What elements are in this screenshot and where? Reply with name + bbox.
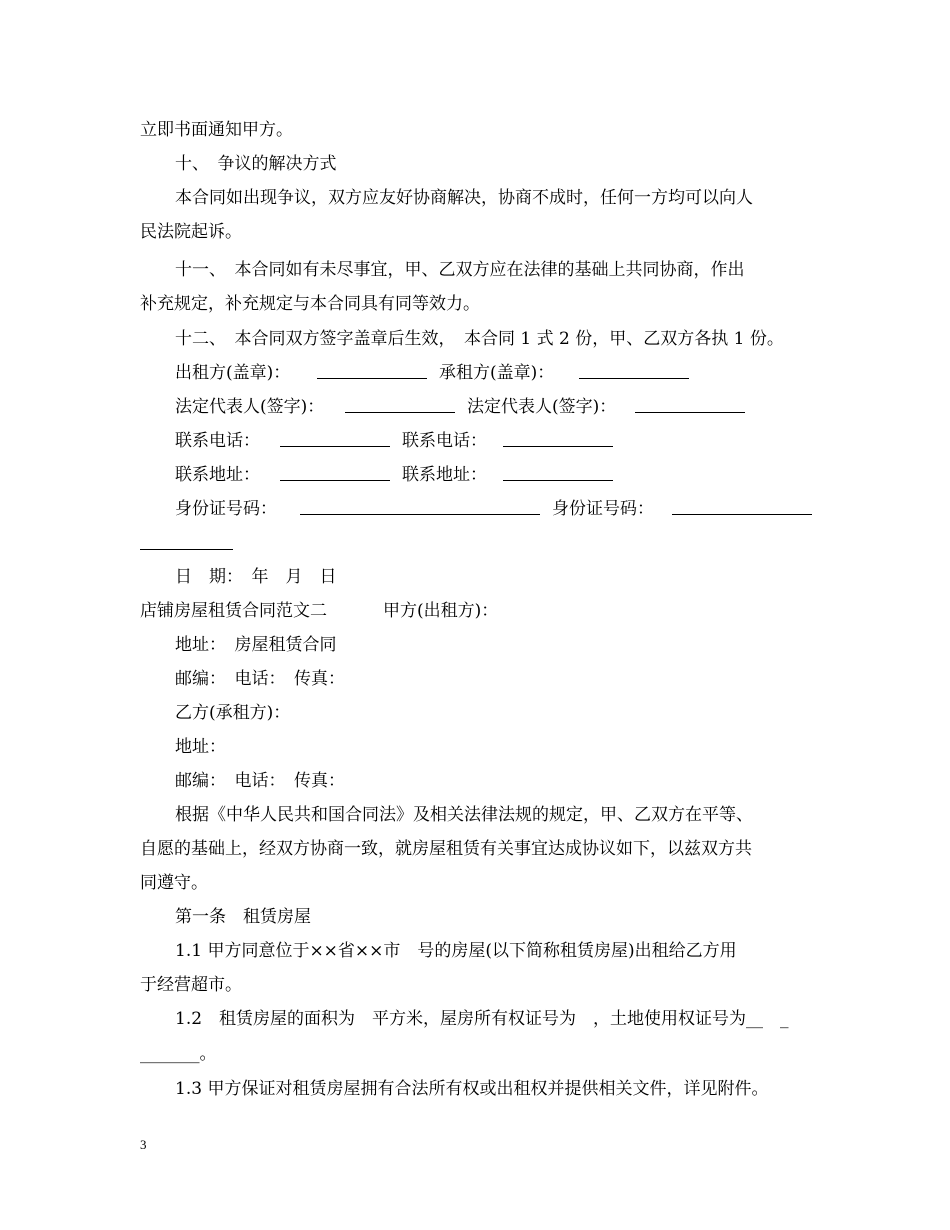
preamble-line: 根据《中华人民共和国合同法》及相关法律法规的规定，甲、乙双方在平等、 (175, 805, 753, 825)
lessor-seal-blank (317, 378, 427, 379)
text-line: 民法院起诉。 (140, 222, 242, 242)
rep-sign-blank (635, 412, 745, 413)
id-number-blank-continued (140, 549, 233, 550)
address-blank (280, 480, 390, 481)
address-label: 联系地址： (175, 465, 260, 485)
text-line: 立即书面通知甲方。 (140, 120, 293, 140)
id-number-label: 身份证号码： (175, 499, 277, 519)
preamble-line: 自愿的基础上，经双方协商一致，就房屋租赁有关事宜达成协议如下，以兹双方共 (140, 839, 752, 859)
preamble-line: 同遵守。 (140, 873, 208, 893)
party-b-contact: 邮编： 电话： 传真： (175, 771, 345, 791)
section-heading: 十、 争议的解决方式 (175, 154, 337, 174)
text-line: 十一、 本合同如有未尽事宜，甲、乙双方应在法律的基础上共同协商，作出 (175, 260, 745, 280)
phone-label: 联系电话： (175, 431, 260, 451)
clause-line: 于经营超市。 (140, 975, 242, 995)
page-number: 3 (140, 1137, 147, 1152)
second-contract-title: 店铺房屋租赁合同范文二 (140, 601, 327, 621)
clause-line: 1.2 租赁房屋的面积为 平方米，屋房所有权证号为 ，土地使用权证号为__ _ (175, 1009, 789, 1029)
id-number-blank (672, 514, 812, 515)
address-blank (503, 480, 613, 481)
party-a-label: 甲方(出租方)： (383, 601, 499, 621)
party-a-address: 地址： 房屋租赁合同 (175, 635, 337, 655)
text-line: 补充规定，补充规定与本合同具有同等效力。 (140, 294, 480, 314)
id-number-blank (300, 514, 540, 515)
article-heading: 第一条 租赁房屋 (175, 907, 311, 927)
phone-label: 联系电话： (402, 431, 487, 451)
address-label: 联系地址： (402, 465, 487, 485)
rep-sign-blank (345, 412, 455, 413)
phone-blank (503, 446, 613, 447)
lessee-seal-label: 承租方(盖章)： (439, 363, 555, 383)
clause-line: 1.3 甲方保证对租赁房屋拥有合法所有权或出租权并提供相关文件，详见附件。 (175, 1079, 769, 1099)
text-line: 本合同如出现争议，双方应友好协商解决，协商不成时，任何一方均可以向人 (175, 188, 753, 208)
clause-line: 1.1 甲方同意位于××省××市 号的房屋(以下简称租赁房屋)出租给乙方用 (175, 941, 737, 961)
rep-sign-label: 法定代表人(签字)： (467, 397, 617, 417)
id-number-label: 身份证号码： (552, 499, 654, 519)
lessee-seal-blank (579, 378, 689, 379)
phone-blank (280, 446, 390, 447)
rep-sign-label: 法定代表人(签字)： (175, 397, 325, 417)
lessor-seal-label: 出租方(盖章)： (175, 363, 291, 383)
party-b-label: 乙方(承租方)： (175, 703, 291, 723)
party-b-address: 地址： (175, 737, 226, 757)
date-line: 日 期： 年 月 日 (175, 567, 337, 587)
party-a-contact: 邮编： 电话： 传真： (175, 669, 345, 689)
clause-line: _______。 (140, 1044, 217, 1064)
text-line: 十二、 本合同双方签字盖章后生效， 本合同 1 式 2 份，甲、乙双方各执 1 份。 (175, 329, 784, 349)
